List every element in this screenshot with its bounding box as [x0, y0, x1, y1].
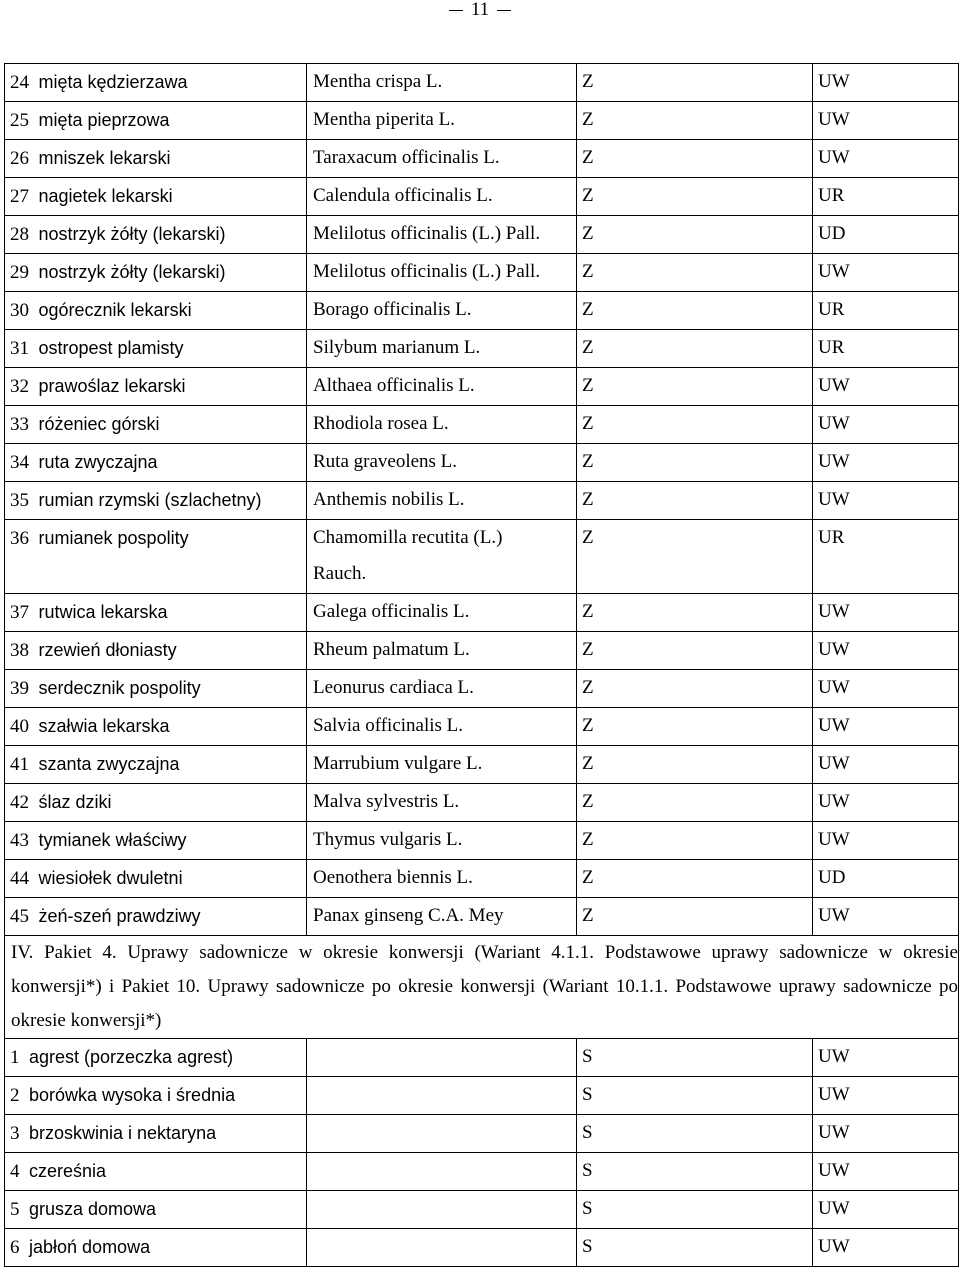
row-number: 40 — [10, 716, 29, 737]
cell-code: UW — [813, 746, 959, 784]
cell-group: Z — [577, 140, 813, 178]
cell-group: Z — [577, 254, 813, 292]
cell-group: Z — [577, 594, 813, 632]
cell-code: UW — [813, 784, 959, 822]
cell-name — [5, 1153, 307, 1191]
cell-latin: Anthemis nobilis L. — [307, 482, 577, 520]
dash-right — [497, 10, 511, 11]
cell-latin — [307, 1191, 577, 1229]
cell-name — [5, 102, 307, 140]
row-number: 32 — [10, 376, 29, 397]
row-number: 35 — [10, 490, 29, 511]
table-row — [5, 140, 959, 178]
table-row — [5, 1077, 959, 1115]
cell-latin — [307, 1077, 577, 1115]
cell-group: Z — [577, 632, 813, 670]
table-row — [5, 482, 959, 520]
cell-code: UW — [813, 444, 959, 482]
cell-group: Z — [577, 784, 813, 822]
table-body-section — [5, 936, 959, 1039]
common-name: rutwica lekarska — [38, 602, 168, 622]
row-number: 24 — [10, 72, 29, 93]
common-name: rumianek pospolity — [38, 528, 189, 548]
cell-code: UW — [813, 64, 959, 102]
table-row — [5, 1115, 959, 1153]
cell-latin: Mentha crispa L. — [307, 64, 577, 102]
cell-name — [5, 708, 307, 746]
table-row — [5, 784, 959, 822]
cell-name — [5, 292, 307, 330]
cell-name — [5, 482, 307, 520]
table-row — [5, 292, 959, 330]
table-row — [5, 1229, 959, 1267]
cell-group: Z — [577, 368, 813, 406]
common-name: borówka wysoka i średnia — [29, 1085, 236, 1105]
table-row — [5, 1153, 959, 1191]
cell-group: Z — [577, 330, 813, 368]
cell-group: S — [577, 1229, 813, 1267]
cell-group: Z — [577, 746, 813, 784]
cell-latin: Panax ginseng C.A. Mey — [307, 898, 577, 936]
common-name: serdecznik pospolity — [38, 678, 201, 698]
dash-left — [449, 10, 463, 11]
cell-latin: Melilotus officinalis (L.) Pall. — [307, 216, 577, 254]
common-name: różeniec górski — [38, 414, 160, 434]
cell-latin: Salvia officinalis L. — [307, 708, 577, 746]
latin-name-line2: Rauch. — [313, 563, 367, 584]
cell-code: UW — [813, 670, 959, 708]
row-number: 43 — [10, 830, 29, 851]
row-number: 6 — [10, 1237, 20, 1258]
row-number: 28 — [10, 224, 29, 245]
table-row — [5, 632, 959, 670]
cell-code: UW — [813, 254, 959, 292]
cell-group: Z — [577, 216, 813, 254]
cell-latin: Oenothera biennis L. — [307, 860, 577, 898]
common-name: jabłoń domowa — [29, 1237, 151, 1257]
cell-name — [5, 860, 307, 898]
cell-name — [5, 406, 307, 444]
plant-table — [4, 63, 959, 1267]
cell-latin: Althaea officinalis L. — [307, 368, 577, 406]
cell-name — [5, 368, 307, 406]
cell-code: UW — [813, 708, 959, 746]
cell-name — [5, 1115, 307, 1153]
row-number: 5 — [10, 1199, 20, 1220]
cell-group: Z — [577, 482, 813, 520]
cell-latin: Marrubium vulgare L. — [307, 746, 577, 784]
cell-code: UW — [813, 1229, 959, 1267]
common-name: szałwia lekarska — [38, 716, 170, 736]
cell-code: UD — [813, 216, 959, 254]
cell-code: UW — [813, 140, 959, 178]
row-number: 42 — [10, 792, 29, 813]
cell-latin: Taraxacum officinalis L. — [307, 140, 577, 178]
cell-code: UW — [813, 898, 959, 936]
cell-code: UR — [813, 292, 959, 330]
common-name: nagietek lekarski — [38, 186, 173, 206]
row-number: 4 — [10, 1161, 20, 1182]
cell-name — [5, 178, 307, 216]
cell-name — [5, 784, 307, 822]
common-name: mięta pieprzowa — [38, 110, 170, 130]
table-row — [5, 1039, 959, 1077]
cell-name — [5, 444, 307, 482]
cell-latin — [307, 1153, 577, 1191]
cell-group: Z — [577, 898, 813, 936]
cell-latin: Borago officinalis L. — [307, 292, 577, 330]
common-name: nostrzyk żółty (lekarski) — [38, 262, 226, 282]
common-name: brzoskwinia i nektaryna — [29, 1123, 217, 1143]
cell-name — [5, 330, 307, 368]
common-name: mięta kędzierzawa — [38, 72, 188, 92]
table-row — [5, 594, 959, 632]
common-name: mniszek lekarski — [38, 148, 171, 168]
row-number: 30 — [10, 300, 29, 321]
cell-code: UW — [813, 368, 959, 406]
table-row — [5, 178, 959, 216]
cell-name — [5, 1077, 307, 1115]
cell-name — [5, 1039, 307, 1077]
table-row — [5, 330, 959, 368]
cell-code: UW — [813, 822, 959, 860]
cell-latin: Ruta graveolens L. — [307, 444, 577, 482]
cell-code: UW — [813, 1039, 959, 1077]
table-row — [5, 254, 959, 292]
cell-code: UW — [813, 1191, 959, 1229]
row-number: 38 — [10, 640, 29, 661]
common-name: rzewień dłoniasty — [38, 640, 177, 660]
cell-name — [5, 1229, 307, 1267]
table-body-row36 — [5, 520, 959, 594]
cell-code: UW — [813, 632, 959, 670]
common-name: ostropest plamisty — [38, 338, 184, 358]
page-number-value: 11 — [470, 0, 490, 20]
cell-name — [5, 520, 307, 594]
cell-code: UW — [813, 594, 959, 632]
cell-group: Z — [577, 102, 813, 140]
cell-code: UR — [813, 330, 959, 368]
cell-latin: Silybum marianum L. — [307, 330, 577, 368]
cell-name — [5, 1191, 307, 1229]
table-row — [5, 860, 959, 898]
common-name: prawoślaz lekarski — [38, 376, 186, 396]
row-number: 34 — [10, 452, 29, 473]
row-number: 39 — [10, 678, 29, 699]
cell-name — [5, 898, 307, 936]
table-row — [5, 444, 959, 482]
cell-group: S — [577, 1153, 813, 1191]
cell-latin — [307, 520, 577, 594]
row-number: 26 — [10, 148, 29, 169]
table-body-c — [5, 1039, 959, 1267]
latin-name-line1: Chamomilla recutita (L.) — [313, 527, 503, 548]
table-row — [5, 898, 959, 936]
table-body-a — [5, 64, 959, 520]
cell-name — [5, 746, 307, 784]
row-number: 25 — [10, 110, 29, 131]
cell-code: UW — [813, 1115, 959, 1153]
cell-group: Z — [577, 708, 813, 746]
section-header: IV. Pakiet 4. Uprawy sadownicze w okresie konwersji (Wariant 4.1.1. Podstawowe uprawy sadownicze w okresie konwersji*) i Pakiet 10. Uprawy sadownicze po okresie konwersji (Wariant 10.1.1. Podstawowe uprawy sadownicze po okresie konwersji*) — [5, 936, 959, 1039]
cell-group: Z — [577, 64, 813, 102]
cell-latin — [307, 1039, 577, 1077]
row-number: 33 — [10, 414, 29, 435]
row-number: 36 — [10, 528, 29, 549]
cell-name — [5, 254, 307, 292]
row-number: 45 — [10, 906, 29, 927]
common-name: ogórecznik lekarski — [38, 300, 192, 320]
common-name: rumian rzymski (szlachetny) — [38, 490, 262, 510]
cell-latin: Galega officinalis L. — [307, 594, 577, 632]
row-number: 29 — [10, 262, 29, 283]
cell-group: Z — [577, 520, 813, 594]
row-number: 3 — [10, 1123, 20, 1144]
cell-latin: Rheum palmatum L. — [307, 632, 577, 670]
cell-group: Z — [577, 822, 813, 860]
cell-latin: Thymus vulgaris L. — [307, 822, 577, 860]
cell-group: S — [577, 1039, 813, 1077]
common-name: szanta zwyczajna — [38, 754, 180, 774]
cell-group: S — [577, 1115, 813, 1153]
cell-latin — [307, 1229, 577, 1267]
table-row — [5, 746, 959, 784]
row-number: 27 — [10, 186, 29, 207]
table-row — [5, 708, 959, 746]
row-number: 1 — [10, 1047, 20, 1068]
row-number: 44 — [10, 868, 29, 889]
common-name: żeń-szeń prawdziwy — [38, 906, 201, 926]
table-row — [5, 1191, 959, 1229]
common-name: czereśnia — [29, 1161, 107, 1181]
common-name: ruta zwyczajna — [38, 452, 158, 472]
cell-latin: Leonurus cardiaca L. — [307, 670, 577, 708]
cell-group: Z — [577, 444, 813, 482]
common-name: grusza domowa — [29, 1199, 157, 1219]
row-number: 2 — [10, 1085, 20, 1106]
table-row — [5, 368, 959, 406]
row-number: 41 — [10, 754, 29, 775]
common-name: wiesiołek dwuletni — [38, 868, 183, 888]
cell-group: Z — [577, 406, 813, 444]
cell-group: Z — [577, 292, 813, 330]
cell-name — [5, 670, 307, 708]
cell-latin — [307, 1115, 577, 1153]
cell-group: Z — [577, 178, 813, 216]
table-row — [5, 406, 959, 444]
cell-group: S — [577, 1077, 813, 1115]
cell-latin: Melilotus officinalis (L.) Pall. — [307, 254, 577, 292]
cell-group: Z — [577, 860, 813, 898]
table-row — [5, 670, 959, 708]
cell-code: UW — [813, 1153, 959, 1191]
row-number: 31 — [10, 338, 29, 359]
cell-code: UR — [813, 178, 959, 216]
table-row — [5, 64, 959, 102]
table-row — [5, 216, 959, 254]
cell-name — [5, 822, 307, 860]
cell-code: UW — [813, 1077, 959, 1115]
cell-code: UW — [813, 482, 959, 520]
cell-code: UD — [813, 860, 959, 898]
common-name: tymianek właściwy — [38, 830, 187, 850]
table-row — [5, 822, 959, 860]
cell-name — [5, 140, 307, 178]
table-body-b — [5, 594, 959, 936]
cell-name — [5, 632, 307, 670]
page-number — [0, 0, 960, 22]
common-name: agrest (porzeczka agrest) — [29, 1047, 234, 1067]
common-name: nostrzyk żółty (lekarski) — [38, 224, 226, 244]
cell-name — [5, 64, 307, 102]
common-name: ślaz dziki — [38, 792, 112, 812]
cell-latin: Rhodiola rosea L. — [307, 406, 577, 444]
cell-code: UR — [813, 520, 959, 594]
cell-name — [5, 216, 307, 254]
cell-group: Z — [577, 670, 813, 708]
cell-latin: Malva sylvestris L. — [307, 784, 577, 822]
row-number: 37 — [10, 602, 29, 623]
cell-latin: Calendula officinalis L. — [307, 178, 577, 216]
section-header-row — [5, 936, 959, 1039]
cell-group: S — [577, 1191, 813, 1229]
cell-code: UW — [813, 102, 959, 140]
cell-code: UW — [813, 406, 959, 444]
cell-name — [5, 594, 307, 632]
cell-latin: Mentha piperita L. — [307, 102, 577, 140]
table-row — [5, 520, 959, 594]
table-row — [5, 102, 959, 140]
